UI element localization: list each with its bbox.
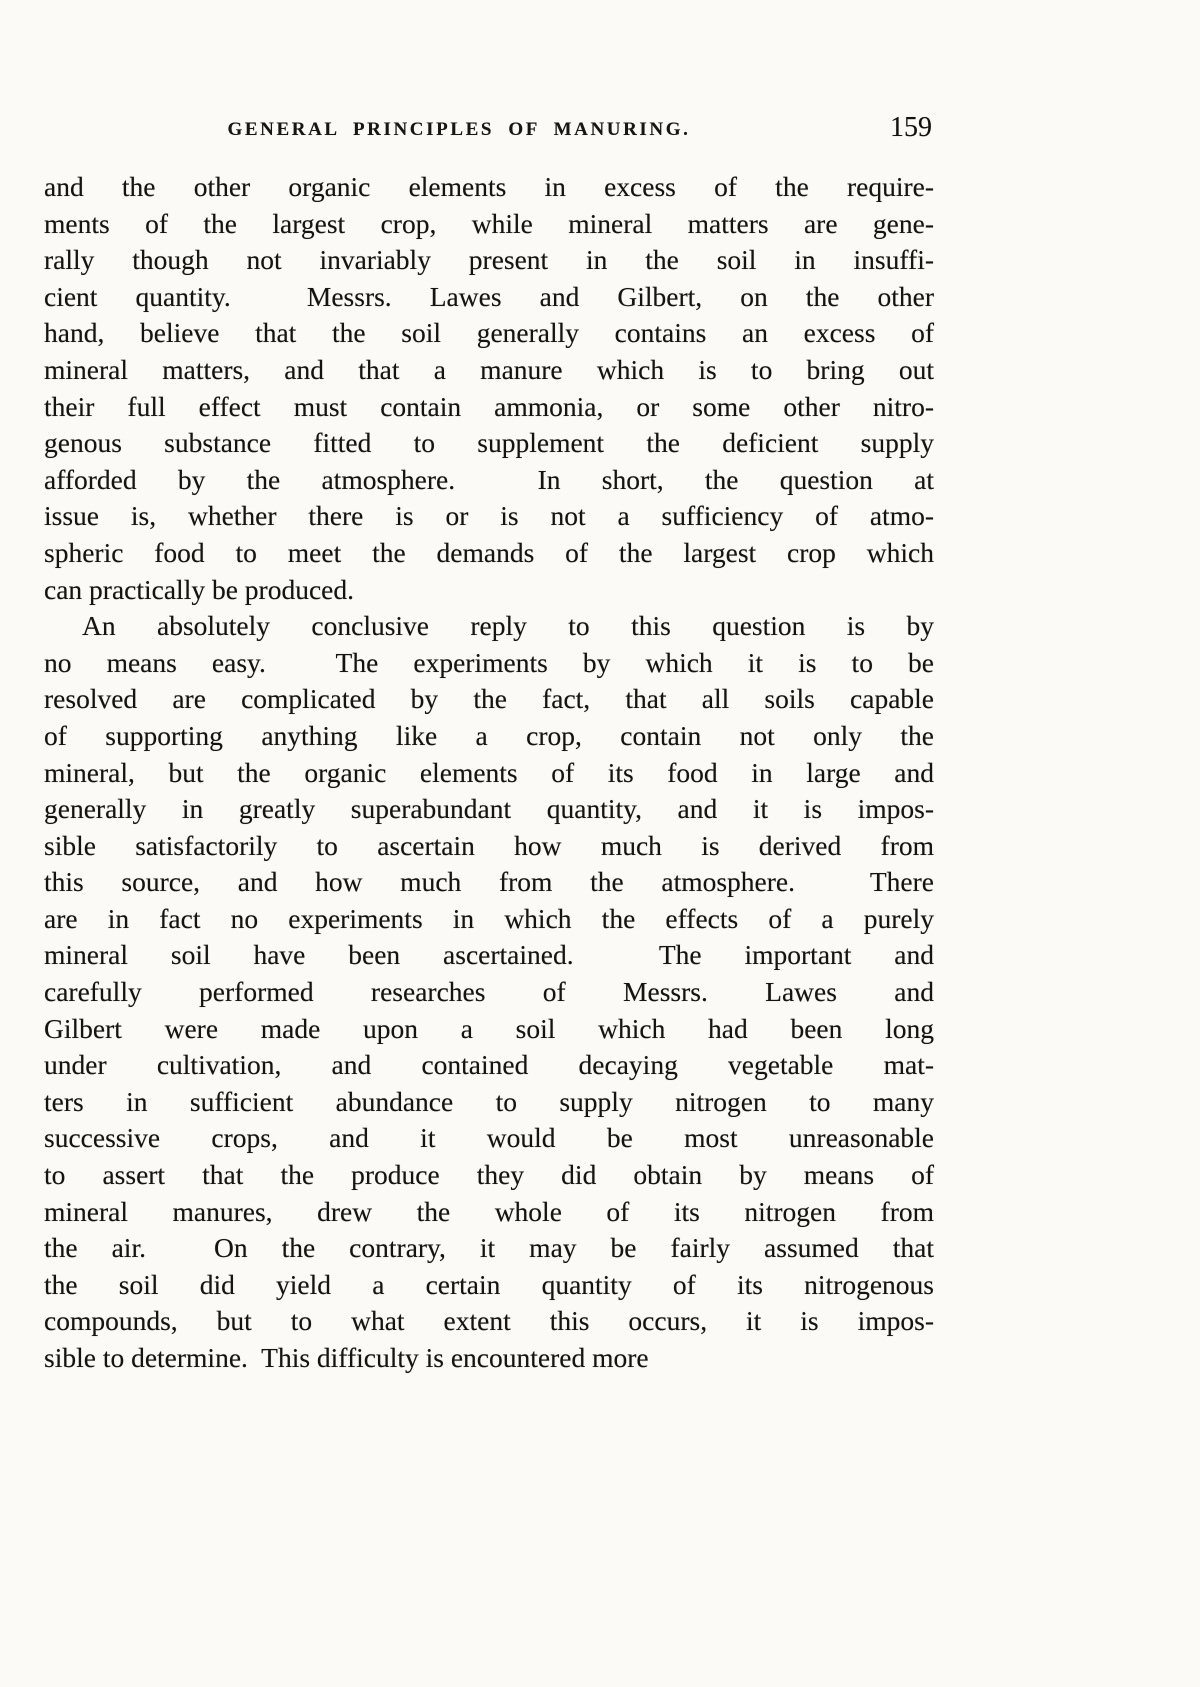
text-line: mineral soil have been ascertained. The important and <box>44 939 934 971</box>
page-body <box>44 169 934 1377</box>
text-line: to assert that the produce they did obtain by means of <box>44 1159 934 1191</box>
text-line: under cultivation, and contained decaying vegetable mat- <box>44 1049 934 1081</box>
text-line: mineral, but the organic elements of its food in large and <box>44 756 934 788</box>
text-line: are in fact no experiments in which the effects of a purely <box>44 902 934 934</box>
text-line: afforded by the atmosphere. In short, the question at <box>44 463 934 495</box>
text-line: compounds, but to what extent this occurs, it is impos- <box>44 1305 934 1337</box>
running-header-title: GENERAL PRINCIPLES OF MANURING. <box>227 119 691 140</box>
text-line: ments of the largest crop, while mineral matters are gene- <box>44 207 934 239</box>
text-line: carefully performed researches of Messrs. Lawes and <box>44 976 934 1008</box>
text-line: mineral manures, drew the whole of its nitrogen from <box>44 1195 934 1227</box>
text-line: and the other organic elements in excess of the require- <box>44 171 934 202</box>
text-line: ters in sufficient abundance to supply nitrogen to many <box>44 1085 934 1117</box>
text-line: can practically be produced. <box>44 573 354 605</box>
text-line: the air. On the contrary, it may be fairly assumed that <box>44 1232 934 1264</box>
text-line: generally in greatly superabundant quantity, and it is impos- <box>44 793 934 825</box>
paragraph-continuation <box>44 169 934 608</box>
text-line: genous substance fitted to supplement the deficient supply <box>44 427 934 459</box>
text-line: rally though not invariably present in the soil in insuffi- <box>44 244 934 276</box>
paragraph-second <box>44 608 934 1376</box>
text-line: cient quantity. Messrs. Lawes and Gilbert, on the other <box>44 280 934 312</box>
text-line: successive crops, and it would be most unreasonable <box>44 1122 934 1154</box>
text-line: hand, believe that the soil generally contains an excess of <box>44 317 934 349</box>
text-line: no means easy. The experiments by which it is to be <box>44 646 934 678</box>
book-page <box>44 0 934 1377</box>
text-line: of supporting anything like a crop, contain not only the <box>44 719 934 751</box>
text-line: issue is, whether there is or is not a sufficiency of atmo- <box>44 500 934 532</box>
text-line: the soil did yield a certain quantity of its nitrogenous <box>44 1268 934 1300</box>
text-line: sible satisfactorily to ascertain how much is derived from <box>44 829 934 861</box>
text-line: sible to determine. This difficulty is encountered more <box>44 1342 649 1373</box>
text-line: resolved are complicated by the fact, that all soils capable <box>44 683 934 715</box>
page-header <box>44 112 934 148</box>
text-line: Gilbert were made upon a soil which had been long <box>44 1012 934 1044</box>
text-line: spheric food to meet the demands of the largest crop which <box>44 536 934 568</box>
text-line: mineral matters, and that a manure which is to bring out <box>44 353 934 385</box>
text-line: their full effect must contain ammonia, or some other nitro- <box>44 390 934 422</box>
text-line: this source, and how much from the atmosphere. There <box>44 866 934 898</box>
text-line: An absolutely conclusive reply to this question is by <box>82 610 934 642</box>
page-number: 159 <box>890 112 932 143</box>
